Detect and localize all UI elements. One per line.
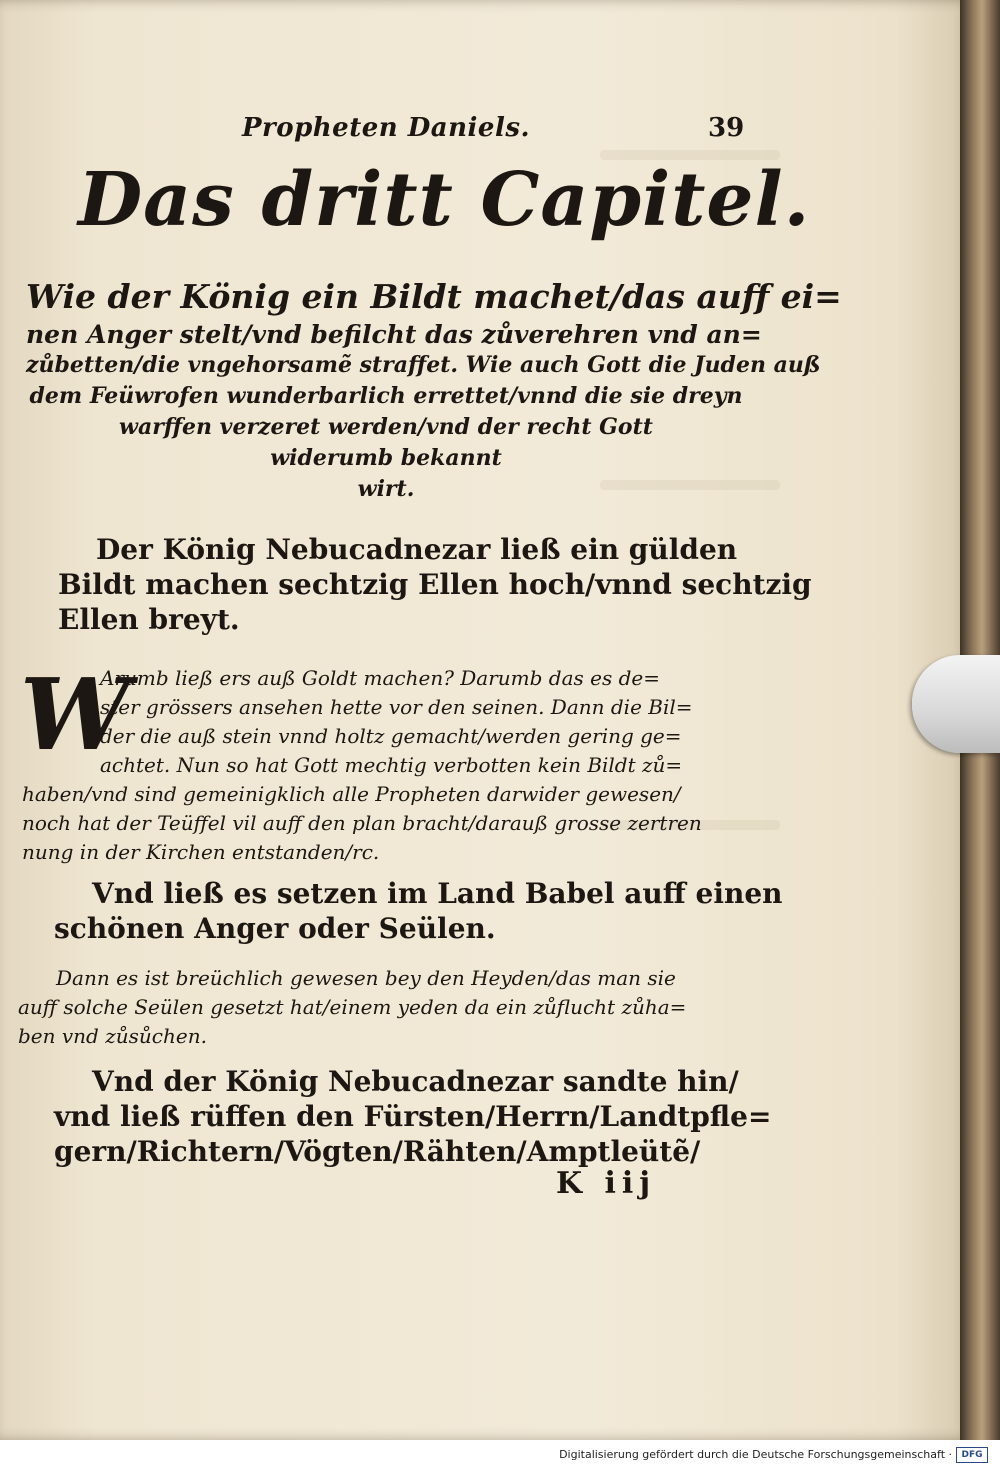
verse-line: Bildt machen sechtzig Ellen hoch/vnnd sechtzig — [58, 568, 812, 601]
summary-line: nen Anger stelt/vnd befilcht das zůverehren vnd an= — [26, 320, 762, 349]
gloss-block — [18, 964, 776, 1051]
verse-line: schönen Anger oder Seülen. — [54, 912, 496, 945]
gloss-line: Dann es ist breüchlich gewesen bey den Heyden/das man sie — [56, 966, 676, 990]
verse-line: Ellen breyt. — [58, 603, 240, 636]
summary-line: Wie der König ein Bildt machet/das auff ei= — [26, 277, 842, 316]
signature-mark: K iij — [556, 1166, 657, 1201]
verse-block — [58, 532, 812, 637]
gloss-line: ben vnd zůsůchen. — [18, 1024, 207, 1048]
folio-number: 39 — [708, 113, 745, 143]
verse-line: Vnd ließ es setzen im Land Babel auff einen — [92, 877, 783, 910]
dfg-logo-icon: DFG — [956, 1447, 988, 1463]
gloss-line: ster grössers ansehen hette vor den seinen. Dann die Bil= — [100, 695, 693, 719]
summary-line: zůbetten/die vngehorsamẽ straffet. Wie auch Gott die Juden auß — [26, 352, 821, 378]
verse-line: vnd ließ rüffen den Fürsten/Herrn/Landtpfle= — [54, 1100, 772, 1133]
gloss-line: noch hat der Teüffel vil auff den plan bracht/darauß grosse zertren — [22, 811, 702, 835]
gloss-line: Arumb ließ ers auß Goldt machen? Darumb das es de= — [100, 666, 660, 690]
gloss-block — [20, 658, 742, 867]
verse-block — [54, 1064, 772, 1169]
drop-cap-initial: W — [20, 658, 131, 773]
footer-bar — [0, 1440, 1000, 1469]
summary-line: warffen verzeret werden/vnd der recht Gott — [119, 414, 653, 440]
verse-line: Vnd der König Nebucadnezar sandte hin/ — [92, 1065, 739, 1098]
gloss-line: auff solche Seülen gesetzt hat/einem yeden da ein zůflucht zůha= — [18, 995, 687, 1019]
summary-line: wirt. — [357, 476, 415, 502]
summary-line: dem Feüwrofen wunderbarlich errettet/vnnd die sie dreyn — [29, 383, 743, 409]
chapter-title: Das dritt Capitel. — [78, 157, 811, 243]
running-head: Propheten Daniels. — [242, 113, 531, 143]
funding-notice: Digitalisierung gefördert durch die Deutsche Forschungsgemeinschaft · — [559, 1448, 952, 1461]
gloss-line: haben/vnd sind gemeinigklich alle Propheten darwider gewesen/ — [22, 782, 681, 806]
gloss-line: der die auß stein vnnd holtz gemacht/werden gering ge= — [100, 724, 682, 748]
chapter-summary — [26, 275, 842, 505]
verse-line: Der König Nebucadnezar ließ ein gülden — [96, 533, 738, 566]
gloss-line: nung in der Kirchen entstanden/rc. — [22, 840, 380, 864]
gloss-line: achtet. Nun so hat Gott mechtig verbotten kein Bildt zů= — [100, 753, 683, 777]
verse-line: gern/Richtern/Vögten/Rähten/Amptleütẽ/ — [54, 1135, 701, 1168]
verse-block — [54, 876, 783, 946]
page-clip — [912, 655, 1000, 753]
summary-line: widerumb bekannt — [270, 445, 502, 471]
